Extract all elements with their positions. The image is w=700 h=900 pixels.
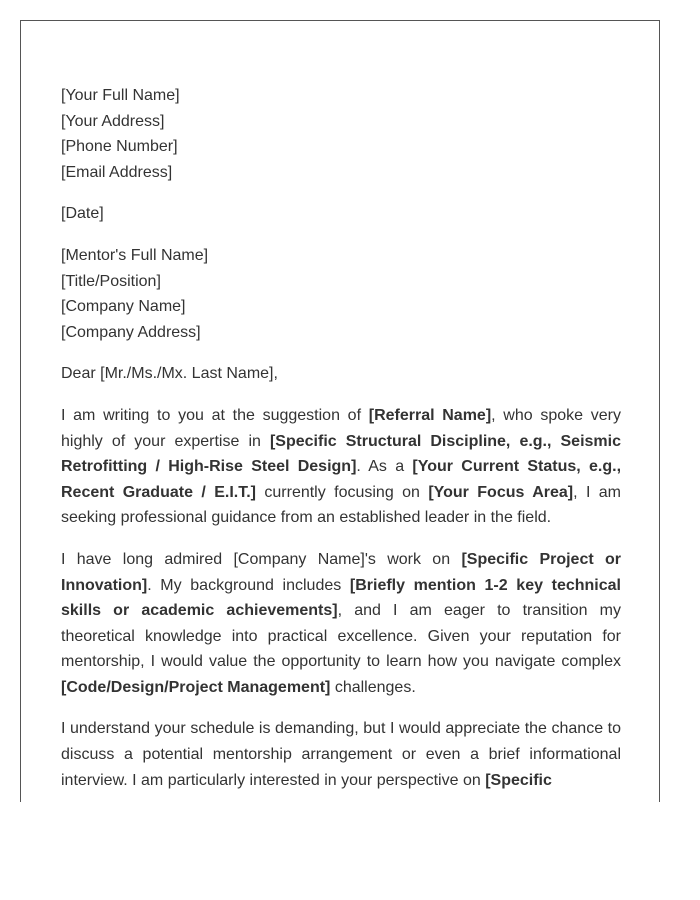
paragraph-1-text-3: . As a <box>356 458 413 476</box>
letter-body <box>61 83 621 802</box>
paragraph-1 <box>61 403 621 531</box>
referral-name-placeholder: [Referral Name] <box>368 406 492 424</box>
paragraph-2 <box>61 547 621 701</box>
recipient-company-address: [Company Address] <box>61 323 201 341</box>
technical-skills-placeholder: [Briefly mention 1-2 key technical skills or academic achievements] <box>61 576 621 620</box>
salutation-block <box>61 361 621 387</box>
letter-date: [Date] <box>61 205 104 223</box>
focus-area-placeholder: [Your Focus Area] <box>428 483 574 501</box>
paragraph-2-text-4: challenges. <box>330 678 416 696</box>
paragraph-3 <box>61 716 621 793</box>
paragraph-2-text-3: , and I am eager to transition my theoretical knowledge into practical excellence. Given your reputation for mentorship, I would value the opportunity to learn how you navigate complex <box>61 602 621 671</box>
paragraph-1-text-2: , who spoke very highly of your expertise in <box>61 406 621 450</box>
letter-page <box>20 20 660 802</box>
salutation: Dear [Mr./Ms./Mx. Last Name], <box>61 365 278 383</box>
specific-topic-placeholder: [Specific <box>485 771 552 789</box>
sender-address: [Your Address] <box>61 112 165 130</box>
structural-discipline-placeholder: [Specific Structural Discipline, e.g., Seismic Retrofitting / High-Rise Steel Design] <box>61 432 621 476</box>
paragraph-1-text-4: currently focusing on <box>256 483 429 501</box>
sender-block <box>61 83 621 185</box>
sender-email: [Email Address] <box>61 163 173 181</box>
sender-phone: [Phone Number] <box>61 138 178 156</box>
paragraph-1-text-1: I am writing to you at the suggestion of <box>61 406 369 424</box>
challenge-area-placeholder: [Code/Design/Project Management] <box>61 678 331 696</box>
current-status-placeholder: [Your Current Status, e.g., Recent Graduate / E.I.T.] <box>61 458 622 501</box>
recipient-full-name: [Mentor's Full Name] <box>61 246 209 264</box>
project-innovation-placeholder: [Specific Project or Innovation] <box>61 550 622 594</box>
recipient-block <box>61 243 621 345</box>
paragraph-2-text-1: I have long admired [Company Name]'s work on <box>61 550 462 568</box>
recipient-title: [Title/Position] <box>61 272 161 290</box>
date-block <box>61 201 621 227</box>
paragraph-2-text-2: . My background includes <box>147 576 350 594</box>
sender-full-name: [Your Full Name] <box>61 87 180 104</box>
paragraph-1-text-5: , I am seeking professional guidance from an established leader in the field. <box>61 483 622 527</box>
paragraph-3-text-1: I understand your schedule is demanding, but I would appreciate the chance to discuss a potential mentorship arrangement or even a brief informational interview. I am particularly interested in your perspective on <box>61 720 621 789</box>
recipient-company: [Company Name] <box>61 298 186 316</box>
